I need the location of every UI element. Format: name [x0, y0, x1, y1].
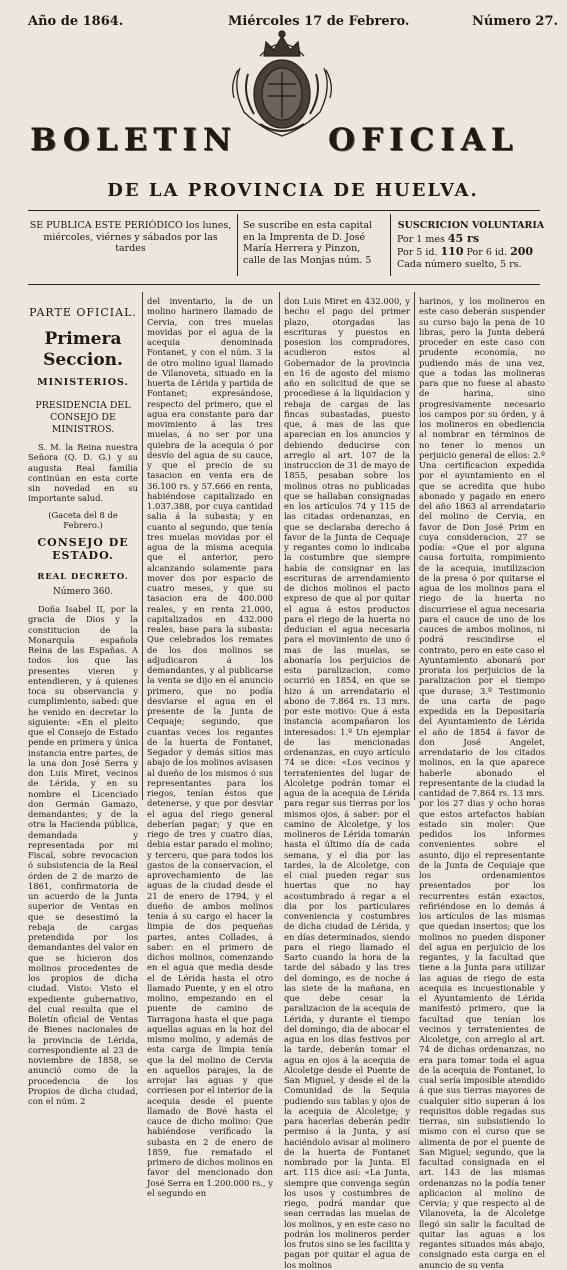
masthead-boletin: BOLETIN [30, 122, 238, 158]
section-presidencia: PRESIDENCIA DEL CONSEJO DE MINISTROS. [35, 400, 131, 436]
price-value: 200 [510, 245, 534, 259]
section-primera-seccion: Primera Seccion. [43, 329, 123, 371]
info-rule [28, 284, 540, 285]
coat-of-arms-icon [230, 28, 334, 140]
issue-year: Año de 1864. [28, 14, 124, 29]
column-2: del inventario, la de un molino harinero llamado de Cervia, con tres muelas movidas por el agua de la acequia denominada Fontanet, y con el núm. 3 la de otro molino igual llamado de Vilanoveta, situado en la huerta de Lérida y partida de Fontanet; expresándose, respecto del primero, que el agua era constante para dar movimiento á las tres muelas, á no ser por una quiebra de la acequia ó por desvío del agua de su cauce, y que el precio de su tasacion en venta era de 36.100 rs. y 57.666 en renta, habiéndose capitalizado en 1.037.388, por cuya cantidad salia á la subasta; y en cuanto al segundo, que tenía tres muelas movidas por el agua de la misma acequia que el anterior, pero alcanzando solamente para mover dos por espacio de cuatro meses, y que su tasacion era de 400.000 reales, y en renta 21.000, capitalizados en 432.000 reales, base para la subasta: Que celebrados los remates de los dos molinos se adjudicaron á los demandantes, y al publicarse la venta se dijo en el anuncio primero, que no podía desviarse el agua en el presente de la Junta de Cequaje; segundo, que cuantas veces los regantes de la huerta de Fontanet, Segador y demás sitios mas abajo de los molinos avisasen al dueño de los mismos ó sus representantes para los riegos, tenían éstos que detenerse, y que por desviar el agua del riego general deberían pagar; y que en riego de tres y cuatro días, debia estar parado el molino; y tercero, que para todos los gastos de la conservacion, el aprovechamiento de las aguas de la ciudad desde el 21 de enero de 1794, y el dueño de ambos molinos tenía á su cargo el hacer la limpia de dos pequeñas partes, antes Collades, á saber: en el primero de dichos molinos, comenzando en el agua que media desde el de Lérida hasta el otro llamado Puente, y en el otro molino, empezando en el puente de camino de Tarragona hasta el que paga aquellas aguas en la hoz del mismo molino, y además de esta carga de limpia tenía que la del molino de Cervia en aquellos parajes, la de arrojar las aguas y que corriesen por el interior de la acequia desde el puente llamado de Bové hasta el cauce de dicho molino: Que habiéndose verificado la subasta en 2 de enero de 1859, fue rematado el primero de dichos molinos en favor del mencionado don José Serra en 1.200.000 rs., y el segundo en [147, 296, 273, 1198]
price-label: Por 1 mes [397, 233, 445, 245]
column-rule [142, 292, 143, 800]
price-value: 45 rs [447, 231, 480, 245]
subscription-title: SUSCRICION VOLUNTARIA [397, 220, 545, 231]
column-3: don Luis Miret en 432.000, y hecho el pago del primer plazo, otorgadas las escrituras y puestos en posesion los compradores, acudieron estos al Gobernador de la provincia en 16 de agosto del mismo año en solicitud de que se procediese á la liquidacion y rebaja de cargas de las fincas subastadas, puesto que, á mas de las que aparecian en los anuncios y debiendo deducirse con arreglo al art. 107 de la instruccion de 31 de mayo de 1855, pesaban sobre los molinos otras no publicadas que se hallaban consignadas en los artículos 74 y 115 de las citadas ordenanzas, en que se declaraba derecho á favor de la Junta de Cequaje y regantes como lo indicaba la costumbre que siempre había de consignar en las escrituras de arrendamiento de dichos molinos el pacto expreso de que al por quitar el agua á estos productos para el riego de la huerta no deducian el agua necesaria para el movimiento de uno ó mas de las muelas, se abonaría los perjuicios de esta paralizacion, como ocurrió en 1854, en que se hizo á un arrendatario el abono de 7.864 rs. 13 mrs. por este motivo: Que á esta instancia acompañaron los interesados: 1.º Un ejemplar de las mencionadas ordenanzas, en cuyo artículo 74 se dice: «Los vecinos y terratenientes del lugar de Alcoletge podrán tomar el agua de la acequia de Lérida para regar sus tierras por los mismos ojos, á saber: por el camino de Alcoletge, y los molineros de Lérida tomarán hasta el último día de cada semana, y el dia por las tardes, la de Alcoletge, con el cual pueden regar sus huertas que no hay acostumbrado á regar a el dia por los particulares conveniencia y costumbres de dicha ciudad de Lérida, y en días determinados, siendo para el riego llamado el Sarto cuando la hora de la tarde del sábado y las tres del domingo, es de noche á las siete de la mañana, en que debe cesar la paralizacion de la acequia de Lérida, y durante el tiempo del domingo, dia de abocar el agua en los días festivos por la tarde, deberán tomar el agua en ojos á la acequia de Alcoletge desde el Puente de San Miguel, y desde el de la Comunidad de la Sequia pudiendo sus tablas y ojos de la acequia de Alcoletge; y para hacerlas deberán pedir permiso á la Junta, y así haciéndolo avisar al molinero de la huerta de Fontanet nombrado por la Junta. El art. 115 dice así: «La Junta, siempre que convenga según los usos y costumbres de riego, podrá mandar que sean cerradas las muelas de los molinos, y en este caso no podrán los molineros perder los frutos sino se les facilita y pagan por quitar el agua de los molinos [284, 296, 410, 1270]
price-row [397, 232, 545, 246]
paragraph-reina: S. M. la Reina nuestra Señora (Q. D. G.) y su augusta Real familia continúan en esta corte sin novedad en su importante salud. [28, 442, 138, 504]
issue-date: Miércoles 17 de Febrero. [228, 14, 410, 29]
info-divider [237, 214, 238, 276]
price-value: 110 [440, 245, 464, 259]
price-row [397, 245, 545, 259]
section-ministerios: MINISTERIOS. [37, 376, 129, 388]
price-label: Por 5 id. [397, 247, 438, 259]
header-rule [28, 210, 540, 211]
price-note: Cada número suelto, 5 rs. [397, 258, 522, 270]
column-rule [279, 292, 280, 800]
gaceta-reference: (Gaceta del 8 de Febrero.) [48, 509, 118, 530]
info-divider [390, 214, 391, 276]
section-consejo-estado: CONSEJO DE ESTADO. [37, 536, 129, 563]
section-parte-oficial: PARTE OFICIAL. [29, 306, 137, 319]
publication-schedule: SE PUBLICA ESTE PERIÓDICO los lunes, miércoles, viérnes y sábados por las tardes [29, 220, 232, 255]
column-4: harinos, y los molineros en este caso deberán suspender su curso bajo la pena de 10 libras, pero la Junta deberá proceder en este caso con prudente economía, no pudiendo más de una vez, que a todas las molineras para que no fuese al abasto de harina, sino progresivamente necesario los campos por su órden, y á los molineros en obediencia al nombrar en términos de no tener lo menos un perjuicio general de ellos: 2.º Una certificacion expedida por el ayuntamiento en el que se acredita que hubo abonado y pagado en enero del año 1863 al arrendatario del molino de Cervia, en favor de Don José Prim en cuya consideracion, 27 se podía: «Que el por alguna causa fortuita, rompimiento de la acequia, inutilizacion de la presa ó por quitarse el agua de los molinos para el riego de la huerta no discurriese el agua necesaria para el cauce de uno de los cauces de ambos molinos, ni podrá rescindirse el contrato, pero en este caso el Ayuntamiento abonará por prorata los perjuicios de la paralizacion por el tiempo que durase; 3.º Testimonio de una carta de pago expedida en la Depositaría del Ayuntamiento de Lérida el año de 1854 á favor de don José Angelet, arrendatario de los citados molinos, en la que aparece haberle abonado el representante de la ciudad la cantidad de 7.864 rs. 13 mrs. por los 27 dias y ocho horas que estos artefactos habían estado sin moler: Que pedidos los informes convenientes sobre el asunto, dijo el representante de la Junta de Cequiaje que los ordenamientos presentados por los recurrentes están exactos, refiriéndose en lo demás á los artículos de las mismas que quedan insertos; que los molinos no pueden disponer del agua en perjuicio de los regantes, y la facultad que tiene a la Junta para utilizar las aguas de riego de esta acequia es incuestionable y el Ayuntamiento de Lérida manifestó primero, que la facultad que tenían los vecinos y terratenientes de Alcoletge, con arreglo al art. 74 de dichas ordenanzas, no era para tomar toda el agua de la acequia de Fontanet, lo cual sería imposible atendido á que sus tierras mayores de cualquier sitio superan á los requisitos doble regadas sus tierras, sin subsistiendo lo mismo con el curso que se alimenta de por el puente de San Miguel; segundo, que la facultad consignada en el art. 143 de las mismas ordenanzas no la podía tener aplicacion al molino de Cervia; y que respecto al de Vilanoveta, la de Alcoletge llegó sin salir la facultad de quitar las aguas a los regantes situados más abajo, consignado esta carga en el anuncio de su venta [419, 296, 545, 1270]
subscription-place: Se suscribe en esta capital en la Imprenta de D. José María Herrera y Pinzon, calle de las Monjas núm. 5 [243, 220, 373, 266]
paragraph-decree: Doña Isabel II, por la gracia de Dios y la constitucion de la Monarquía española Reina de las Españas. A todos los que las presentes vieren y entendieren, y á quienes toca su observancia y cumplimiento, sabed: que he venido en decretar lo siguiente: «En el pleito que el Consejo de Estado pende en primera y única instancia entre partes, de la una don José Serra y don Luis Miret, vecinos de Lérida, y en su nombre el Licenciado don Germán Gamazo, demandantes; y de la otra la Hacienda pública, demandada y representada por mi Fiscal, sobre revocacion ó subsistencia de la Real órden de 2 de marzo de 1861, confirmatoria de un acuerdo de la Junta superior de Ventas en que se desestimó la rebaja de cargas pretendida por los demandantes del valor en que se hicieron dos molinos procedentes de los propios de dicha ciudad. Visto: Visto el expediente gubernativo, del cual resulta que el Boletín oficial de Ventas de Bienes nacionales de la provincia de Lérida, correspondiente al 23 de noviembre de 1858, se anunció como de la procedencia de los Propios de dicha ciudad, con el núm. 2 [28, 604, 138, 1107]
section-real-decreto: REAL DECRETO. [37, 570, 129, 581]
column-rule [414, 292, 415, 800]
subscription-prices [397, 220, 545, 270]
issue-number: Número 27. [472, 14, 559, 29]
decree-number: Número 360. [52, 587, 114, 598]
price-label: Por 6 id. [466, 247, 508, 259]
province-title: DE LA PROVINCIA DE HUELVA. [107, 180, 479, 201]
masthead-oficial: OFICIAL [328, 122, 519, 158]
column-1 [28, 296, 138, 1106]
